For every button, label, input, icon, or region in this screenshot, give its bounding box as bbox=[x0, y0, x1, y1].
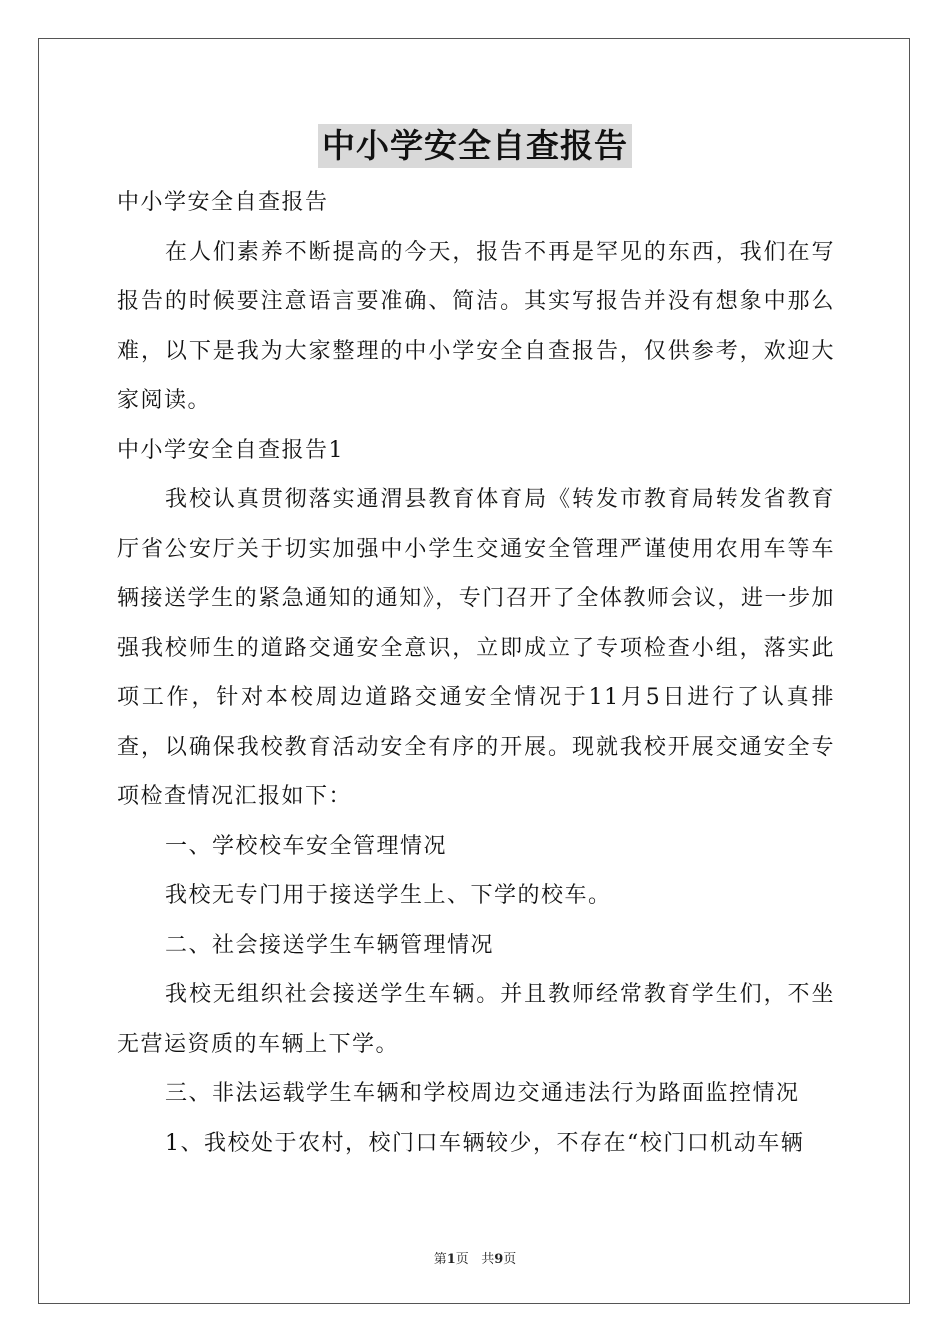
paragraph: 我校无专门用于接送学生上、下学的校车。 bbox=[165, 883, 612, 908]
document-body bbox=[117, 178, 835, 1168]
page-total-count: 9 bbox=[494, 1252, 504, 1267]
paragraph: 二、社会接送学生车辆管理情况 bbox=[165, 932, 495, 958]
paragraph: 一、学校校车安全管理情况 bbox=[165, 833, 448, 859]
page-number-prefix: 第 bbox=[433, 1252, 447, 1267]
paragraph: 1、我校处于农村，校门口车辆较少，不存在“校门口机动车辆 bbox=[165, 1130, 805, 1156]
paragraph: 我校无组织社会接送学生车辆。并且教师经常教育学生们，不坐无营运资质的车辆上下学。 bbox=[117, 982, 835, 1057]
page-total-prefix: 共 bbox=[481, 1252, 495, 1267]
page-footer bbox=[0, 1248, 950, 1267]
paragraph: 在人们素养不断提高的今天，报告不再是罕见的东西，我们在写报告的时候要注意语言要准确、简洁。其实写报告并没有想象中那么难，以下是我为大家整理的中小学安全自查报告，仅供参考，欢迎大家阅读。 bbox=[117, 239, 835, 413]
page-number-current: 1 bbox=[446, 1252, 456, 1267]
page-number-suffix: 页 bbox=[455, 1252, 469, 1267]
paragraph: 中小学安全自查报告 bbox=[117, 190, 329, 215]
paragraph: 中小学安全自查报告1 bbox=[117, 437, 344, 463]
document-title: 中小学安全自查报告 bbox=[318, 124, 632, 168]
page-total-suffix: 页 bbox=[503, 1252, 517, 1267]
paragraph: 我校认真贯彻落实通渭县教育体育局《转发市教育局转发省教育厅省公安厅关于切实加强中小学生交通安全管理严谨使用农用车等车辆接送学生的紧急通知的通知》，专门召开了全体教师会议，进一步加强我校师生的道路交通安全意识，立即成立了专项检查小组，落实此项工作，针对本校周边道路交通安全情况于11月5日进行了认真排查，以确保我校教育活动安全有序的开展。现就我校开展交通安全专项检查情况汇报如下： bbox=[117, 487, 835, 809]
title-container bbox=[0, 124, 950, 168]
paragraph: 三、非法运载学生车辆和学校周边交通违法行为路面监控情况 bbox=[165, 1081, 800, 1106]
